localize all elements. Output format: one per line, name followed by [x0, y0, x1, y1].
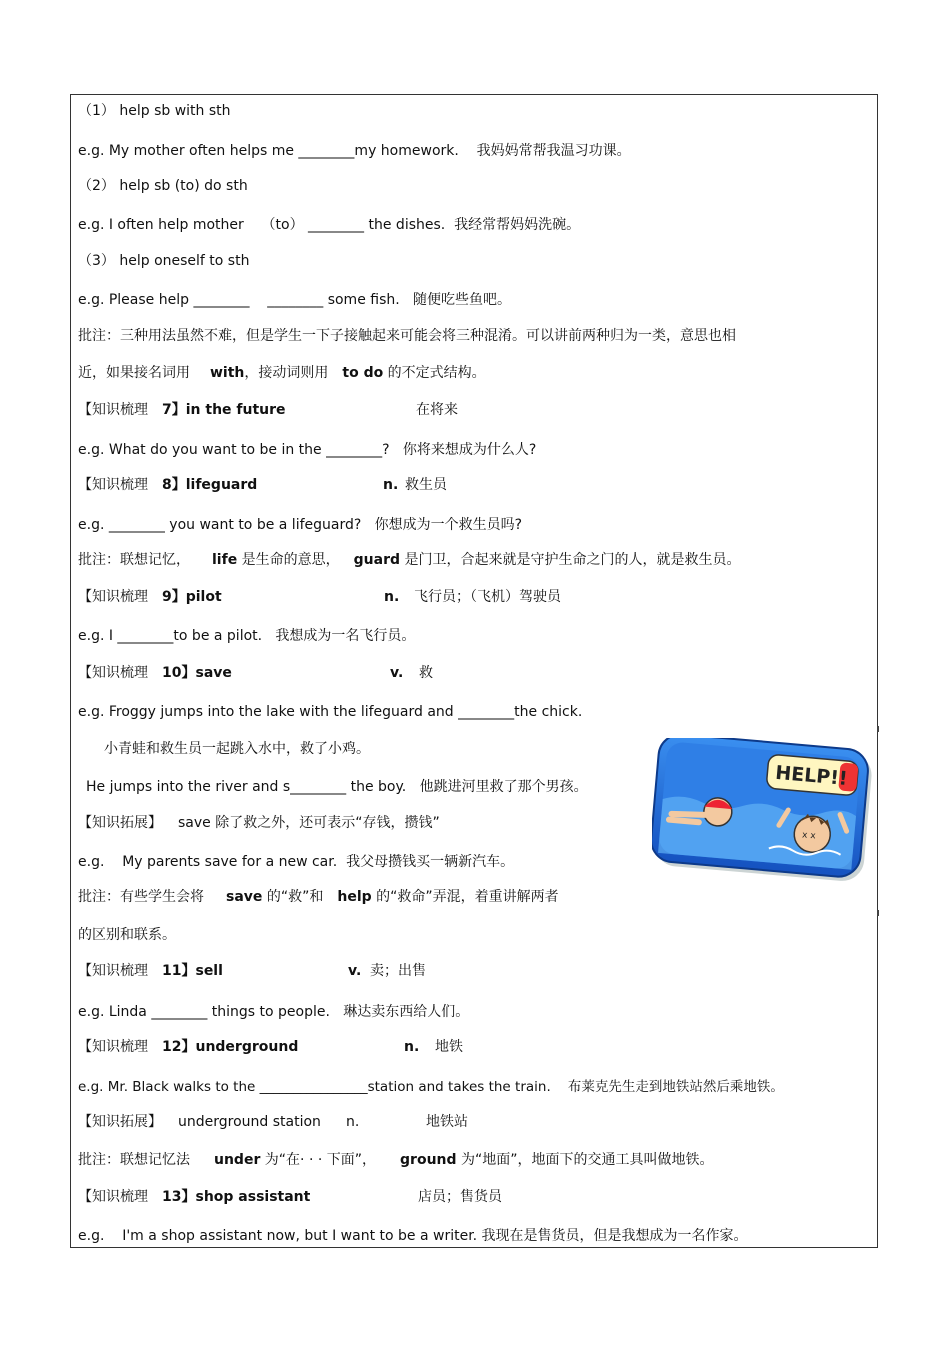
text-line: e.g. Please help ________ ________ some fish. 随便吃些鱼吧。	[78, 292, 512, 308]
text-bold: 9】pilot	[162, 589, 222, 605]
text-line: e.g. Linda ________ things to people. 琳达卖东西给人们。	[78, 1004, 470, 1020]
text-span: 救	[419, 665, 433, 681]
text-bold: save	[226, 889, 263, 905]
knowledge-extension	[78, 1113, 468, 1131]
text-span: 【知识拓展】	[78, 1114, 162, 1130]
knowledge-heading	[78, 1188, 502, 1206]
text-bold: 8】lifeguard	[162, 477, 258, 493]
text-line	[78, 1151, 714, 1169]
knowledge-heading	[78, 962, 426, 980]
text-bold: v.	[348, 963, 362, 979]
text-span: 的“救命”弄混，着重讲解两者	[371, 889, 559, 905]
text-span: 【知识梳理	[78, 963, 148, 979]
text-bold: n.	[384, 589, 400, 605]
text-span: 是生命的意思，	[237, 552, 340, 568]
text-span: 是门卫，合起来就是守护生命之门的人，就是救生员。	[400, 552, 741, 568]
text-span: 【知识梳理	[78, 665, 148, 681]
text-bold: v.	[390, 665, 404, 681]
text-span: 地铁	[435, 1039, 463, 1055]
text-line: e.g. What do you want to be in the ________? 你将来想成为什么人?	[78, 442, 537, 458]
text-bold: guard	[353, 552, 401, 568]
text-span: 【知识梳理	[78, 1039, 148, 1055]
text-span: 批注：有些学生会将	[78, 889, 204, 905]
text-span: 的不定式结构。	[383, 365, 486, 381]
text-line: e.g. Mr. Black walks to the ________________station and takes the train. 布莱克先生走到地铁站然后乘地铁。	[78, 1079, 784, 1095]
help-illustration-svg	[652, 738, 878, 886]
text-line: e.g. ________ you want to be a lifeguard? 你想成为一个救生员吗?	[78, 517, 523, 533]
text-bold: under	[214, 1152, 261, 1168]
knowledge-heading	[78, 401, 458, 419]
text-line: He jumps into the river and s________ the boy. 他跳进河里救了那个男孩。	[86, 779, 588, 795]
margin-mark	[877, 726, 879, 732]
text-span: underground station	[178, 1114, 321, 1130]
text-bold: help	[337, 889, 372, 905]
text-bold: n.	[383, 477, 399, 493]
text-span: 店员；售货员	[418, 1189, 502, 1205]
text-span: 【知识拓展】	[78, 815, 162, 831]
text-line: （2） help sb (to) do sth	[78, 178, 248, 194]
text-line	[78, 551, 740, 569]
text-bold: 12】underground	[162, 1039, 299, 1055]
text-span: save 除了救之外，还可表示“存钱，攒钱”	[178, 815, 440, 831]
text-bold: life	[212, 552, 238, 568]
text-span: 近，如果接名词用	[78, 365, 190, 381]
text-span: 为“在· · · 下面”，	[260, 1152, 377, 1168]
text-line: e.g. I ________to be a pilot. 我想成为一名飞行员。	[78, 628, 416, 644]
knowledge-heading	[78, 664, 433, 682]
text-line: e.g. Froggy jumps into the lake with the lifeguard and ________the chick.	[78, 704, 583, 720]
text-bold: 10】save	[162, 665, 232, 681]
text-span: 【知识梳理	[78, 402, 148, 418]
knowledge-heading	[78, 1038, 463, 1056]
text-line: e.g. My mother often helps me ________my homework. 我妈妈常帮我温习功课。	[78, 143, 631, 159]
text-bold: 11】sell	[162, 963, 223, 979]
knowledge-heading	[78, 476, 447, 494]
text-line: 小青蛙和救生员一起跳入水中，救了小鸡。	[104, 741, 370, 757]
svg-text:x x: x x	[801, 830, 817, 842]
knowledge-heading	[78, 588, 561, 606]
text-bold: n.	[404, 1039, 420, 1055]
text-span: 批注：联想记忆法	[78, 1152, 190, 1168]
text-bold: 13】shop assistant	[162, 1189, 311, 1205]
text-bold: ground	[400, 1152, 457, 1168]
text-line: 的区别和联系。	[78, 927, 176, 943]
text-span: 为“地面”，地面下的交通工具叫做地铁。	[456, 1152, 714, 1168]
knowledge-extension	[78, 814, 440, 832]
text-span: 【知识梳理	[78, 477, 148, 493]
text-span: 在将来	[416, 402, 458, 418]
text-span: n.	[346, 1114, 360, 1130]
text-bold: 7】in the future	[162, 402, 286, 418]
text-span: 飞行员；（飞机）驾驶员	[414, 589, 561, 605]
text-bold: to do	[342, 365, 384, 381]
margin-mark	[877, 910, 879, 916]
text-span: 【知识梳理	[78, 1189, 148, 1205]
text-line: （1） help sb with sth	[78, 103, 231, 119]
text-line: 批注：三种用法虽然不难，但是学生一下子接触起来可能会将三种混淆。可以讲前两种归为一类，意思也相	[78, 328, 736, 344]
text-line	[78, 888, 559, 906]
text-line: e.g. I'm a shop assistant now, but I want to be a writer. 我现在是售货员，但是我想成为一名作家。	[78, 1228, 748, 1244]
text-span: 的“救”和	[262, 889, 324, 905]
text-span: 批注：联想记忆，	[78, 552, 190, 568]
text-bold: with	[210, 365, 245, 381]
text-line: e.g. I often help mother （to） ________ the dishes. 我经常帮妈妈洗碗。	[78, 217, 581, 233]
text-span: 【知识梳理	[78, 589, 148, 605]
help-drowning-illustration	[652, 738, 878, 886]
text-line	[78, 364, 486, 382]
text-span: ，接动词则用	[244, 365, 329, 381]
text-span: 救生员	[405, 477, 447, 493]
help-caption: HELP!!	[774, 761, 849, 791]
text-line: （3） help oneself to sth	[78, 253, 250, 269]
text-span: 卖；出售	[370, 963, 426, 979]
text-line: e.g. My parents save for a new car. 我父母攒钱买一辆新汽车。	[78, 854, 515, 870]
text-span: 地铁站	[426, 1114, 468, 1130]
